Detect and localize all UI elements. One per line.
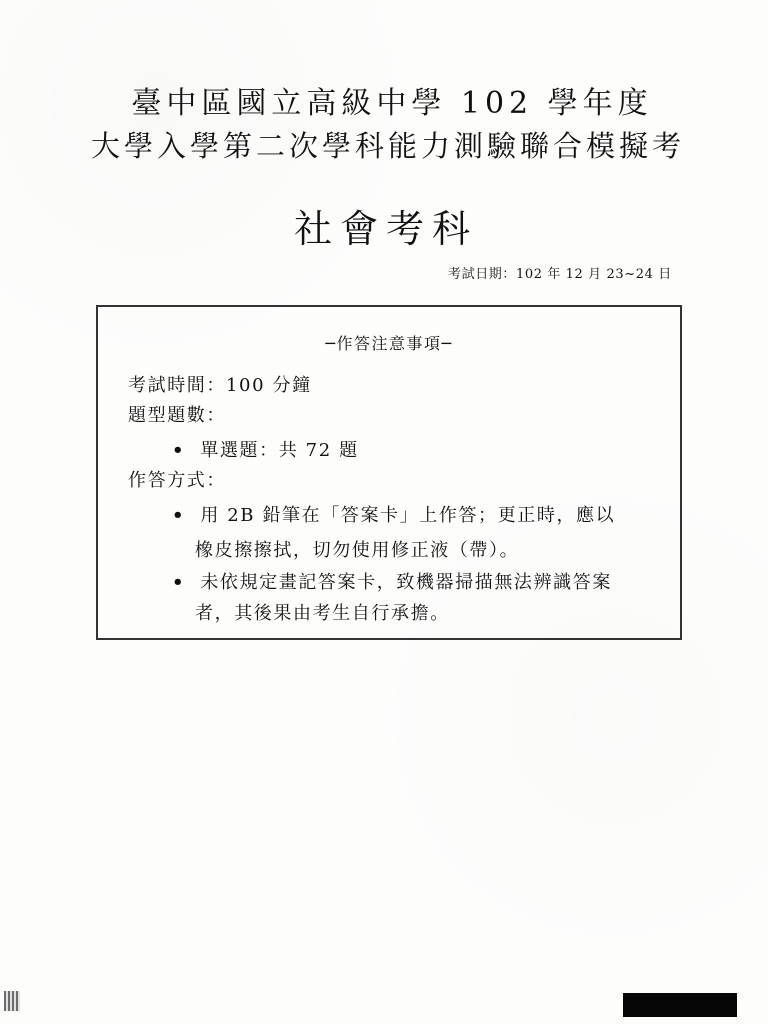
instructions-heading: ─作答注意事項─: [325, 334, 453, 353]
exam-duration: 考試時間：100 分鐘: [128, 375, 312, 396]
black-registration-mark: [623, 993, 737, 1017]
exam-title-line-2: 大學入學第二次學科能力測驗聯合模擬考: [90, 129, 685, 163]
exam-title-line-1: 臺中區國立高級中學 102 學年度: [131, 86, 653, 121]
answer-rule-1-line-1: 用 2B 鉛筆在「答案卡」上作答；更正時，應以: [200, 505, 616, 526]
answer-rule-1: [172, 501, 615, 527]
instructions-box: [96, 305, 682, 640]
bullet-icon: •: [172, 572, 186, 593]
bullet-icon: •: [172, 440, 186, 461]
scan-registration-mark: [4, 991, 20, 1011]
exam-date: 考試日期：102 年 12 月 23~24 日: [448, 267, 672, 282]
answer-rule-2: [172, 568, 612, 594]
answer-rule-1-line-2: 橡皮擦擦拭，切勿使用修正液（帶）。: [195, 540, 520, 561]
subject-title: 社會考科: [293, 207, 478, 251]
answer-rule-2-line-1: 未依規定畫記答案卡，致機器掃描無法辨識答案: [200, 572, 612, 593]
question-type-label: 題型題數：: [128, 405, 226, 426]
question-count-text: 單選題：共 72 題: [200, 440, 359, 461]
bullet-icon: •: [172, 505, 186, 526]
answer-method-label: 作答方式：: [128, 470, 226, 491]
question-count-item: [172, 436, 359, 462]
answer-rule-2-line-2: 者，其後果由考生自行承擔。: [195, 603, 450, 624]
